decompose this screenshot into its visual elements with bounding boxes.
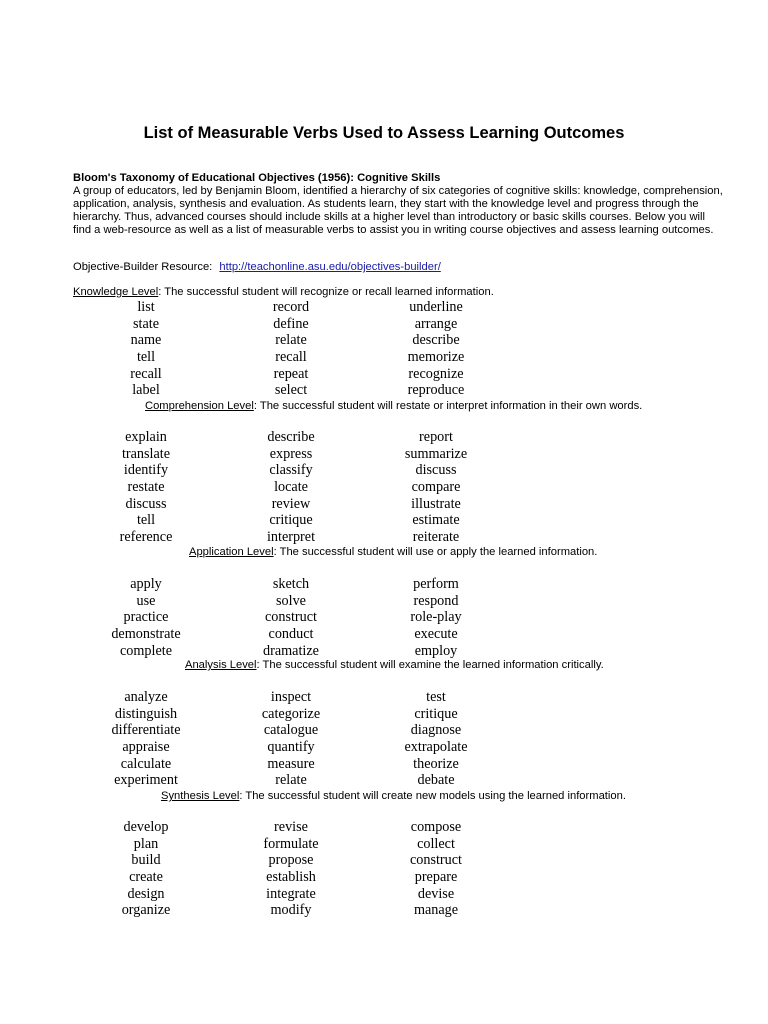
verb-row <box>0 902 768 919</box>
verb: recognize <box>408 365 464 382</box>
verb: inspect <box>270 689 312 705</box>
verb: critique <box>414 705 458 722</box>
verb: design <box>127 885 165 902</box>
verb: describe <box>412 332 460 349</box>
verb: manage <box>413 902 459 919</box>
verb: demonstrate <box>111 626 181 643</box>
level-name: Synthesis Level <box>161 790 240 802</box>
verb: debate <box>417 772 455 789</box>
verb: apply <box>130 576 162 592</box>
verb: calculate <box>120 755 172 772</box>
verb: organize <box>121 902 171 919</box>
verb: respond <box>413 592 459 609</box>
verb: create <box>129 869 163 886</box>
objectives-builder-link[interactable]: http://teachonline.asu.edu/objectives-builder/ <box>219 261 441 273</box>
verb: summarize <box>404 445 468 462</box>
verb: construct <box>264 609 317 626</box>
verb: recall <box>130 365 162 382</box>
comprehension-verb-table <box>0 429 768 546</box>
application-verb-table <box>0 576 768 659</box>
verb: reference <box>119 529 173 546</box>
verb: plan <box>133 835 159 852</box>
knowledge-verb-table <box>0 299 768 399</box>
verb: tell <box>136 512 156 529</box>
level-description: : The successful student will examine the learned information critically. <box>256 659 604 671</box>
verb: solve <box>276 592 306 609</box>
verb-row <box>0 722 768 739</box>
verb: interpret <box>266 529 316 546</box>
level-description: : The successful student will use or apply the learned information. <box>273 546 598 558</box>
intro-section <box>73 172 725 237</box>
verb-row <box>0 593 768 610</box>
verb: revise <box>274 819 308 835</box>
document-title: List of Measurable Verbs Used to Assess Learning Outcomes <box>143 124 625 142</box>
intro-heading: Bloom's Taxonomy of Educational Objectives (1956): Cognitive Skills <box>73 172 441 184</box>
analysis-verb-table <box>0 689 768 789</box>
verb-row <box>0 772 768 789</box>
verb: define <box>273 315 309 332</box>
verb: construct <box>409 852 462 869</box>
level-description: : The successful student will create new models using the learned information. <box>239 790 626 802</box>
verb: extrapolate <box>404 739 468 756</box>
verb: theorize <box>413 755 459 772</box>
resource-label: Objective-Builder Resource: <box>73 261 213 273</box>
verb-row <box>0 496 768 513</box>
verb-row <box>0 756 768 773</box>
verb: execute <box>414 626 458 643</box>
verb: role-play <box>410 609 462 626</box>
verb-row <box>0 689 768 706</box>
verb-row <box>0 836 768 853</box>
verb: dramatize <box>263 642 319 659</box>
verb: repeat <box>273 365 309 382</box>
verb: catalogue <box>263 722 319 739</box>
verb: arrange <box>414 315 458 332</box>
verb: categorize <box>261 705 321 722</box>
verb: quantify <box>267 739 315 756</box>
verb: collect <box>417 835 455 852</box>
verb: discuss <box>125 495 167 512</box>
verb: prepare <box>414 869 458 886</box>
verb: memorize <box>407 349 465 366</box>
verb: restate <box>127 479 165 496</box>
verb-row <box>0 429 768 446</box>
resource-line <box>73 261 441 274</box>
verb-row <box>0 462 768 479</box>
verb-row <box>0 349 768 366</box>
verb: appraise <box>122 739 170 756</box>
verb: report <box>419 429 453 445</box>
verb: modify <box>270 902 312 919</box>
verb: employ <box>414 642 458 659</box>
verb: differentiate <box>111 722 181 739</box>
verb-row <box>0 576 768 593</box>
verb: test <box>426 689 446 705</box>
verb: critique <box>269 512 313 529</box>
verb: estimate <box>412 512 460 529</box>
verb-row <box>0 382 768 399</box>
verb: locate <box>274 479 308 496</box>
comprehension-level-heading <box>145 400 642 413</box>
verb: experiment <box>114 772 178 789</box>
level-name: Comprehension Level <box>145 400 254 412</box>
verb: establish <box>266 869 316 886</box>
verb: diagnose <box>410 722 462 739</box>
verb: classify <box>269 462 313 479</box>
verb-row <box>0 706 768 723</box>
verb: select <box>274 382 308 399</box>
verb: discuss <box>415 462 457 479</box>
verb: describe <box>267 429 315 445</box>
verb: tell <box>136 349 156 366</box>
verb: build <box>131 852 161 869</box>
verb: use <box>136 592 156 609</box>
verb: express <box>269 445 313 462</box>
verb-row <box>0 819 768 836</box>
level-name: Application Level <box>189 546 274 558</box>
verb-row <box>0 316 768 333</box>
verb: propose <box>268 852 314 869</box>
level-description: : The successful student will restate or interpret information in their own words. <box>253 400 643 412</box>
verb: perform <box>413 576 459 592</box>
level-name: Analysis Level <box>185 659 257 671</box>
verb-row <box>0 643 768 660</box>
verb: sketch <box>272 576 310 592</box>
verb: reproduce <box>407 382 465 399</box>
analysis-level-heading <box>185 659 604 672</box>
verb: label <box>132 382 160 399</box>
level-name: Knowledge Level <box>73 286 159 298</box>
verb: distinguish <box>114 705 178 722</box>
verb: record <box>272 299 310 315</box>
verb: illustrate <box>411 495 461 512</box>
synthesis-level-heading <box>161 790 626 803</box>
verb: review <box>271 495 311 512</box>
verb: compare <box>411 479 461 496</box>
verb: relate <box>275 772 307 789</box>
verb: reiterate <box>412 529 460 546</box>
intro-paragraph: A group of educators, led by Benjamin Bloom, identified a hierarchy of six categories of cognitive skills: knowledge, comprehension, application, analysis, synthesis and evaluation. As students learn, they start with the knowledge level and progress through the hierarchy. Thus, advanced courses should include skills at a higher level than introductory or basic skills courses. Below you will find a web-resource as well as a list of measurable verbs to assist you in writing course objectives and assess learning outcomes. <box>73 184 723 236</box>
verb-row <box>0 446 768 463</box>
verb: devise <box>417 885 455 902</box>
verb-row <box>0 739 768 756</box>
verb: identify <box>123 462 169 479</box>
verb-row <box>0 479 768 496</box>
verb: practice <box>123 609 169 626</box>
verb: compose <box>410 819 462 835</box>
verb-row <box>0 299 768 316</box>
verb-row <box>0 852 768 869</box>
application-level-heading <box>189 546 597 559</box>
verb: translate <box>121 445 171 462</box>
verb: recall <box>275 349 307 366</box>
verb: state <box>133 315 159 332</box>
verb: develop <box>123 819 169 835</box>
verb: formulate <box>263 835 319 852</box>
verb: name <box>130 332 162 349</box>
verb: measure <box>267 755 315 772</box>
verb: list <box>137 299 155 315</box>
verb-row <box>0 332 768 349</box>
verb: complete <box>120 642 172 659</box>
verb: integrate <box>266 885 316 902</box>
verb-row <box>0 869 768 886</box>
verb: conduct <box>268 626 314 643</box>
verb: explain <box>125 429 167 445</box>
verb-row <box>0 366 768 383</box>
verb: relate <box>275 332 307 349</box>
verb: analyze <box>124 689 168 705</box>
synthesis-verb-table <box>0 819 768 919</box>
knowledge-level-heading <box>73 286 494 299</box>
verb: underline <box>409 299 463 315</box>
verb-row <box>0 609 768 626</box>
verb-row <box>0 529 768 546</box>
verb-row <box>0 626 768 643</box>
level-description: : The successful student will recognize or recall learned information. <box>158 286 494 298</box>
verb-row <box>0 886 768 903</box>
verb-row <box>0 512 768 529</box>
